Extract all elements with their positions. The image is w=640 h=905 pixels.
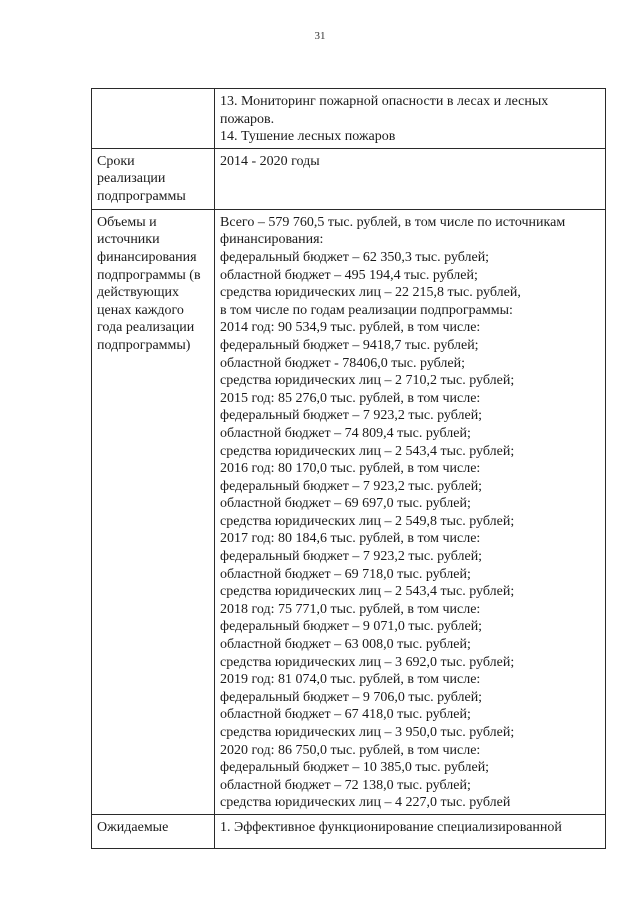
- text-line: ценах каждого: [97, 302, 184, 318]
- text-line: областной бюджет – 72 138,0 тыс. рублей;: [220, 777, 471, 793]
- text-line: областной бюджет – 67 418,0 тыс. рублей;: [220, 707, 471, 723]
- text-line: федеральный бюджет – 9418,7 тыс. рублей;: [220, 337, 479, 353]
- text-line: 2018 год: 75 771,0 тыс. рублей, в том числе:: [220, 601, 481, 617]
- text-line: 2016 год: 80 170,0 тыс. рублей, в том числе:: [220, 461, 481, 477]
- table-row-expected-results: [92, 814, 606, 848]
- text-line: источники: [97, 232, 160, 248]
- text-line: областной бюджет – 63 008,0 тыс. рублей;: [220, 637, 471, 653]
- text-line: областной бюджет – 74 809,4 тыс. рублей;: [220, 425, 471, 441]
- text-line: 14. Тушение лесных пожаров: [220, 129, 396, 145]
- text-line: подпрограммы: [97, 188, 186, 204]
- text-line: в том числе по годам реализации подпрограммы:: [220, 302, 513, 318]
- text-line: федеральный бюджет – 9 071,0 тыс. рублей;: [220, 619, 483, 635]
- text-line: Всего – 579 760,5 тыс. рублей, в том числе по источникам: [220, 214, 566, 230]
- text-line: средства юридических лиц – 2 543,4 тыс. рублей;: [220, 584, 515, 600]
- implementation-terms-label: [92, 148, 215, 209]
- text-line: областной бюджет – 69 697,0 тыс. рублей;: [220, 496, 471, 512]
- text-line: средства юридических лиц – 22 215,8 тыс. рублей,: [220, 285, 521, 301]
- text-line: областной бюджет – 495 194,4 тыс. рублей;: [220, 267, 478, 283]
- expected-results-label: Ожидаемые: [92, 814, 215, 848]
- implementation-terms-value: 2014 - 2020 годы: [215, 148, 606, 209]
- text-line: 2019 год: 81 074,0 тыс. рублей, в том числе:: [220, 672, 481, 688]
- funding-volumes-label: [92, 209, 215, 814]
- text-line: средства юридических лиц – 4 227,0 тыс. рублей: [220, 795, 511, 811]
- page-number: 31: [314, 30, 326, 42]
- text-line: Объемы и: [97, 214, 157, 230]
- text-line: Сроки: [97, 153, 135, 169]
- text-line: федеральный бюджет – 10 385,0 тыс. рублей;: [220, 760, 490, 776]
- text-line: федеральный бюджет – 7 923,2 тыс. рублей;: [220, 549, 483, 565]
- text-line: федеральный бюджет – 9 706,0 тыс. рублей;: [220, 689, 483, 705]
- text-line: средства юридических лиц – 2 543,4 тыс. рублей;: [220, 443, 515, 459]
- text-line: действующих: [97, 285, 180, 301]
- text-line: средства юридических лиц – 3 692,0 тыс. рублей;: [220, 654, 515, 670]
- text-line: 13. Мониторинг пожарной опасности в лесах и лесных: [220, 94, 549, 109]
- text-line: финансирования: [97, 249, 197, 265]
- text-line: средства юридических лиц – 2 549,8 тыс. рублей;: [220, 513, 515, 529]
- text-line: областной бюджет – 69 718,0 тыс. рублей;: [220, 566, 471, 582]
- text-line: 2014 год: 90 534,9 тыс. рублей, в том числе:: [220, 320, 481, 336]
- table-row-tasks-continuation: [92, 89, 606, 149]
- text-line: года реализации: [97, 320, 195, 336]
- text-line: областной бюджет - 78406,0 тыс. рублей;: [220, 355, 465, 371]
- text-line: средства юридических лиц – 3 950,0 тыс. рублей;: [220, 725, 515, 740]
- tasks-label-cell: [92, 89, 215, 149]
- text-line: подпрограммы (в: [97, 267, 201, 283]
- funding-volumes-value: [215, 209, 606, 814]
- text-line: федеральный бюджет – 7 923,2 тыс. рублей;: [220, 478, 483, 494]
- text-line: реализации: [97, 171, 166, 187]
- text-line: 2020 год: 86 750,0 тыс. рублей, в том числе:: [220, 742, 481, 758]
- tasks-list-cell: [215, 89, 606, 149]
- text-line: средства юридических лиц – 2 710,2 тыс. рублей;: [220, 373, 515, 389]
- table-row-funding-volumes: [92, 209, 606, 814]
- text-line: федеральный бюджет – 62 350,3 тыс. рублей;: [220, 249, 490, 265]
- subprogram-passport-table: [91, 88, 606, 849]
- text-line: подпрограммы): [97, 337, 191, 353]
- text-line: федеральный бюджет – 7 923,2 тыс. рублей;: [220, 408, 483, 424]
- table-row-implementation-terms: [92, 148, 606, 209]
- text-line: пожаров.: [220, 111, 275, 127]
- text-line: финансирования:: [220, 232, 324, 248]
- expected-results-value: 1. Эффективное функционирование специализированной: [215, 814, 606, 848]
- text-line: 2017 год: 80 184,6 тыс. рублей, в том числе:: [220, 531, 481, 547]
- text-line: 2015 год: 85 276,0 тыс. рублей, в том числе:: [220, 390, 481, 406]
